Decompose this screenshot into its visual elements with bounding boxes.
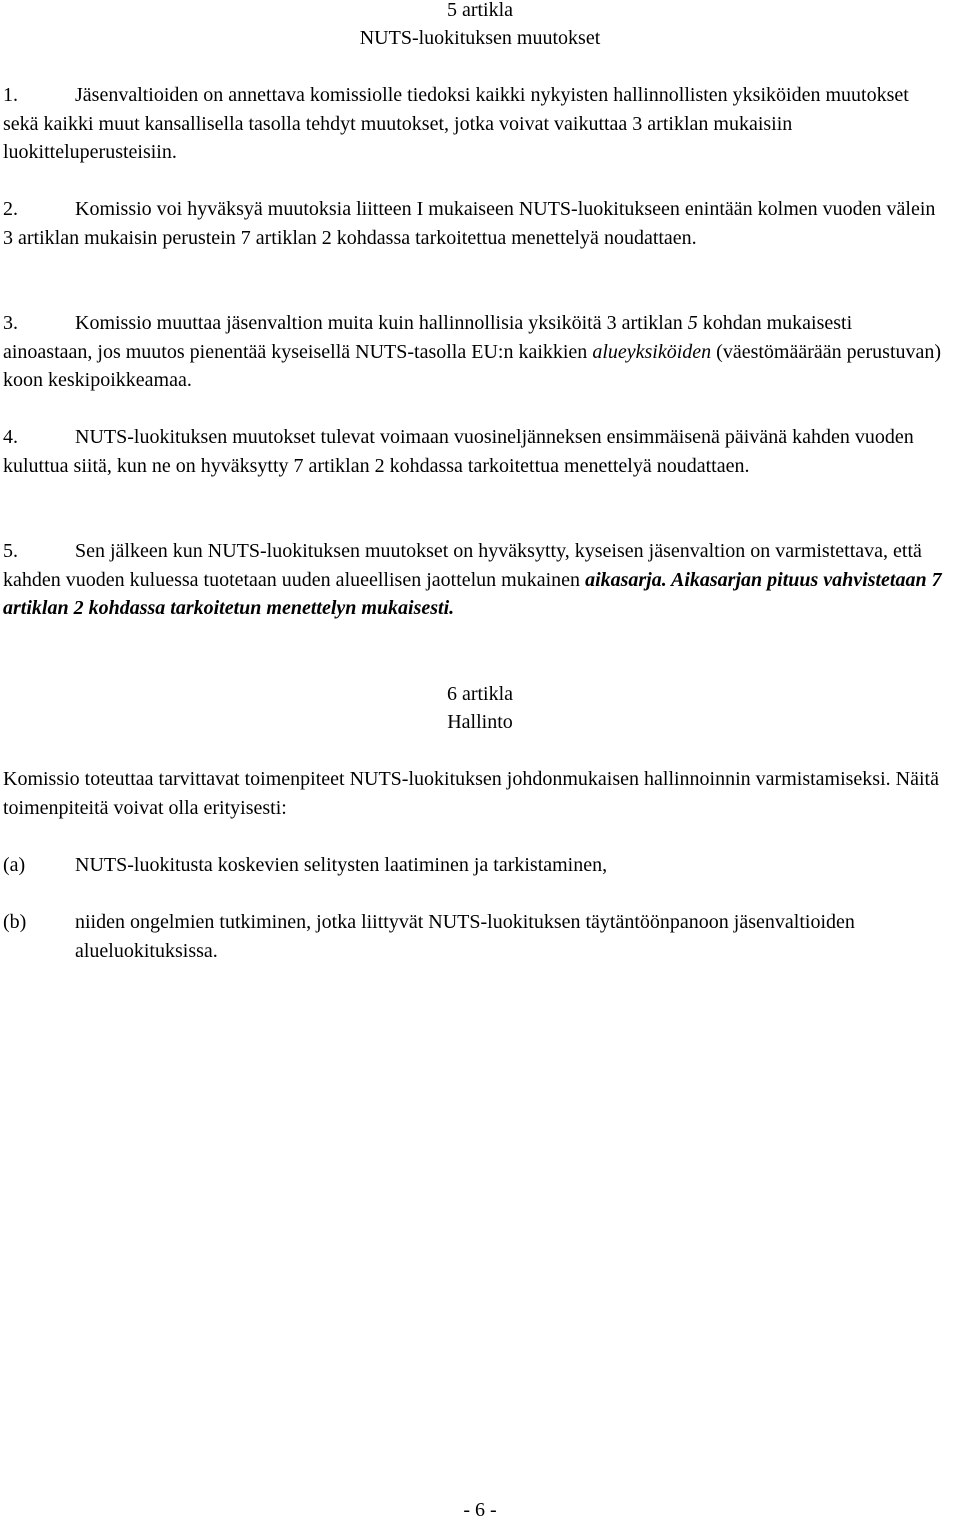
article-6-intro: Komissio toteuttaa tarvittavat toimenpiteet NUTS-luokituksen johdonmukaisen hallinnoinnin varmistamiseksi. Näitä toimenpiteitä voivat olla erityisesti: xyxy=(3,768,939,819)
paragraph-number: 3. xyxy=(3,312,18,334)
paragraph-number: 5. xyxy=(3,540,18,562)
list-text: NUTS-luokitusta koskevien selitysten laatiminen ja tarkistaminen, xyxy=(75,854,608,876)
article-5-paragraph-3 xyxy=(3,309,943,395)
list-label: (a) xyxy=(3,854,26,876)
paragraph-number: 2. xyxy=(3,198,18,220)
paragraph-text: Komissio voi hyväksyä muutoksia liitteen I mukaiseen NUTS-luokitukseen enintään kolmen vuoden välein 3 artiklan mukaisin perustein 7 artiklan 2 kohdassa tarkoitettua menettelyä noudattaen. xyxy=(3,198,936,249)
article-5-subtitle: NUTS-luokituksen muutokset xyxy=(359,27,601,49)
paragraph-text: NUTS-luokituksen muutokset tulevat voimaan vuosineljänneksen ensimmäisenä päivänä kahden vuoden kuluttua siitä, kun ne on hyväksytty 7 artiklan 2 kohdassa tarkoitettua menettelyä noudattaen. xyxy=(3,426,914,477)
bold-italic-text: aikasarja. Aikasarjan pituus vahvistetaan 7 artiklan 2 kohdassa tarkoitetun menettelyn mukaisesti. xyxy=(3,568,942,619)
italic-term: alueyksiköiden xyxy=(592,340,712,363)
paragraph-text: Sen jälkeen kun NUTS-luokituksen muutokset on hyväksytty, kyseisen jäsenvaltion on varmistettava, että kahden vuoden kuluessa tuotetaan uuden alueellisen jaottelun mukainen xyxy=(3,540,922,591)
list-text: niiden ongelmien tutkiminen, jotka liittyvät NUTS-luokituksen täytäntöönpanoon jäsenvaltioiden alueluokituksissa. xyxy=(75,911,855,962)
paragraph-text: (väestömäärään perustuvan) koon keskipoikkeamaa. xyxy=(3,340,942,391)
list-item-a xyxy=(3,851,943,880)
list-label: (b) xyxy=(3,911,27,933)
article-5-paragraph-5 xyxy=(3,537,943,623)
article-5-paragraph-4 xyxy=(3,423,943,480)
paragraph-number: 4. xyxy=(3,426,18,448)
article-5-paragraph-1 xyxy=(3,81,943,167)
article-5-paragraph-2 xyxy=(3,195,943,252)
paragraph-text: Komissio muuttaa jäsenvaltion muita kuin hallinnollisia yksiköitä 3 artiklan xyxy=(75,312,688,334)
paragraph-text: Jäsenvaltioiden on annettava komissiolle tiedoksi kaikki nykyisten hallinnollisten yksiköiden muutokset sekä kaikki muut kansallisella tasolla tehdyt muutokset, jotka voivat vaikuttaa 3 artiklan mukaisiin luokitteluperusteisiin. xyxy=(3,84,909,163)
list-item-b xyxy=(3,908,943,965)
article-6-title: 6 artikla xyxy=(446,683,514,705)
paragraph-text: kohdan mukaisesti ainoastaan, jos muutos pienentää kyseisellä NUTS-tasolla EU:n kaikkien xyxy=(3,312,853,363)
paragraph-number: 1. xyxy=(3,84,18,106)
page-number: - 6 - xyxy=(463,1499,497,1521)
italic-number: 5 xyxy=(687,312,698,334)
article-5-title: 5 artikla xyxy=(446,0,514,21)
article-6-subtitle: Hallinto xyxy=(447,711,513,733)
